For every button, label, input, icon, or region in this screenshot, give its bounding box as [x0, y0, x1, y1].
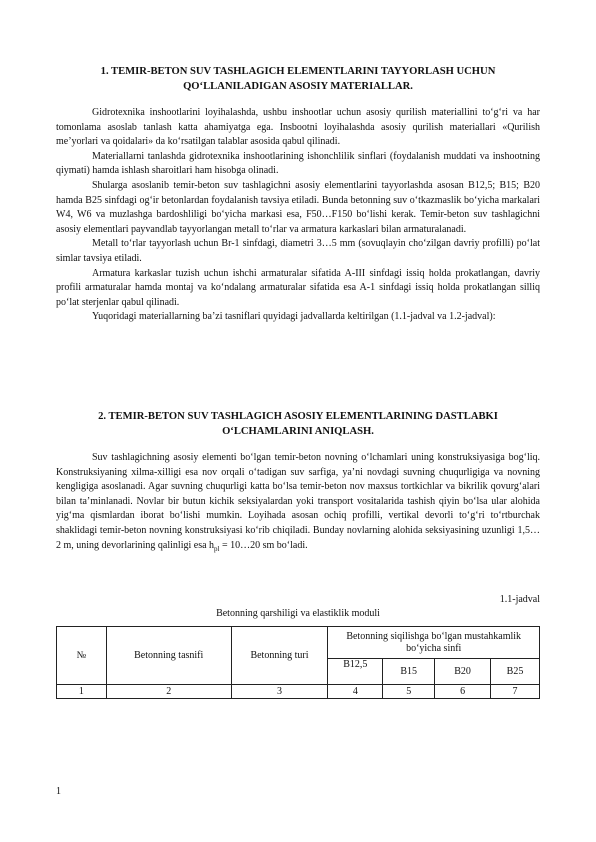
- index-cell: 3: [231, 685, 328, 699]
- section-1-title: [56, 64, 540, 94]
- subscript-pl: pl: [214, 544, 220, 553]
- index-cell: 5: [383, 685, 435, 699]
- paragraph: Materiallarni tanlashda gidrotexnika inshootlarining ishonchlilik sinflari (foydalanish muddati va inshootning qiymati) hamda ishlash sharoitlari ham hisobga olinadi.: [56, 150, 540, 177]
- paragraph-end: = 10…20 sm bo‘ladi.: [219, 539, 308, 551]
- index-cell: 6: [435, 685, 491, 699]
- index-cell: 7: [491, 685, 540, 699]
- table-label: 1.1-jadval: [499, 594, 540, 605]
- header-strength-class-group: Betonning siqilishga bo‘lgan mustahkamlik bo‘yicha sinfi: [328, 627, 540, 659]
- header-concrete-type: Betonning turi: [231, 627, 328, 685]
- header-class-b20: B20: [435, 659, 491, 685]
- paragraph-text: Suv tashlagichning asosiy elementi bo‘lgan temir-beton novning o‘lchamlari uning konstruksiyasiga bog‘liq. Konstruksiyaning xilma-xilligi esa nov orqali o‘tadigan suv sarfiga, ya’ni novdagi suvning chuqurligiga va novning kengligiga asoslanadi. Agar suvning chuqurligi katta bo‘lsa temir-beton nov maxsus tortkichlar va bikrilik qovurg‘alari bilan ta’minlanadi. Novlar bir butun kichik seksiyalardan yoki transport vositalarida tashish qiyin bo‘lsa ular alohida yig‘ma qismlardan iborat bo‘lishi mumkin. Loyihada asosan ochiq profilli, vertikal devorli to‘g‘ri to‘rtburchak shaklidagi temir-beton novning konstruksiyasi ko‘rib chiqiladi. Bunday novlarning alohida seksiyasining uzunligi 1,5…2 m, uning devorlarining qalinligi esa h: [56, 452, 540, 551]
- paragraph: [56, 451, 540, 556]
- header-class-b12-5: B12,5: [328, 659, 383, 685]
- index-cell: 2: [106, 685, 231, 699]
- section-1-body: [56, 106, 540, 325]
- index-cell: 1: [57, 685, 107, 699]
- table-caption: Betonning qarshiligi va elastiklik moduli: [216, 608, 380, 619]
- section-1-title-line-1: 1. TEMIR-BETON SUV TASHLAGICH ELEMENTLARINI TAYYORLASH UCHUN: [100, 66, 496, 77]
- section-1-title-line-2: QO‘LLANILADIGAN ASOSIY MATERIALLAR.: [183, 81, 413, 92]
- paragraph: Metall to‘rlar tayyorlash uchun Br-1 sinfdagi, diametri 3…5 mm (sovuqlayin cho‘zilgan davriy profilli) po‘lat simlar tavsiya etiladi.: [56, 238, 540, 264]
- header-class-b15: B15: [383, 659, 435, 685]
- header-number: №: [57, 627, 107, 685]
- page-number: 1: [56, 786, 61, 797]
- section-2-body: [56, 451, 540, 556]
- paragraph: Armatura karkaslar tuzish uchun ishchi armaturalar sifatida A-III sinfdagi issiq holda prokatlangan, davriy profili armaturalar hamda montaj va ko‘ndalang armaturalar sifatida esa A-1 sinfdagi issiq holda prokatlangan silliq po‘lat sterjenlar qabul qilinadi.: [56, 267, 540, 308]
- paragraph: Shularga asoslanib temir-beton suv tashlagichni asosiy elementlarini tayyorlashda asosan B12,5; B15; B20 hamda B25 sinfdagi og‘ir betonlardan foydalanish tavsiya etiladi. Bunda betonning suv o‘tkazmaslik bo‘yicha markalari W4, W6 va muzlashga bardoshliligi bo‘yicha markasi esa, F50…F150 bo‘lishi kerak. Temir-beton suv tashlagichni asosiy elementlari payvandlab tayyorlangan metall to‘rlar va armatura karkaslari bilan armaturalanadi.: [56, 179, 540, 235]
- section-2-title-line-1: 2. TEMIR-BETON SUV TASHLAGICH ASOSIY ELEMENTLARINING DASTLABKI: [98, 411, 498, 422]
- concrete-strength-table: [56, 626, 540, 699]
- section-2-title-line-2: O‘LCHAMLARINI ANIQLASH.: [222, 426, 374, 437]
- header-class-b25: B25: [491, 659, 540, 685]
- paragraph: Yuqoridagi materiallarning ba’zi tasniflari quyidagi jadvallarda keltirilgan (1.1-jadval va 1.2-jadval):: [92, 311, 496, 323]
- index-cell: 4: [328, 685, 383, 699]
- header-classification: Betonning tasnifi: [106, 627, 231, 685]
- section-2-title: [56, 409, 540, 439]
- paragraph: Gidrotexnika inshootlarini loyihalashda, ushbu inshootlar uchun asosiy qurilish materiallini to‘g‘ri va har tomonlama asoslab tanlash katta ahamiyatga ega. Insbootni loyihalashda asosiy qurilish materiallari «Qurilish me’yorlari va qoidalari» da ko‘rsatilgan talablar asosida qabul qilinadi.: [56, 107, 540, 148]
